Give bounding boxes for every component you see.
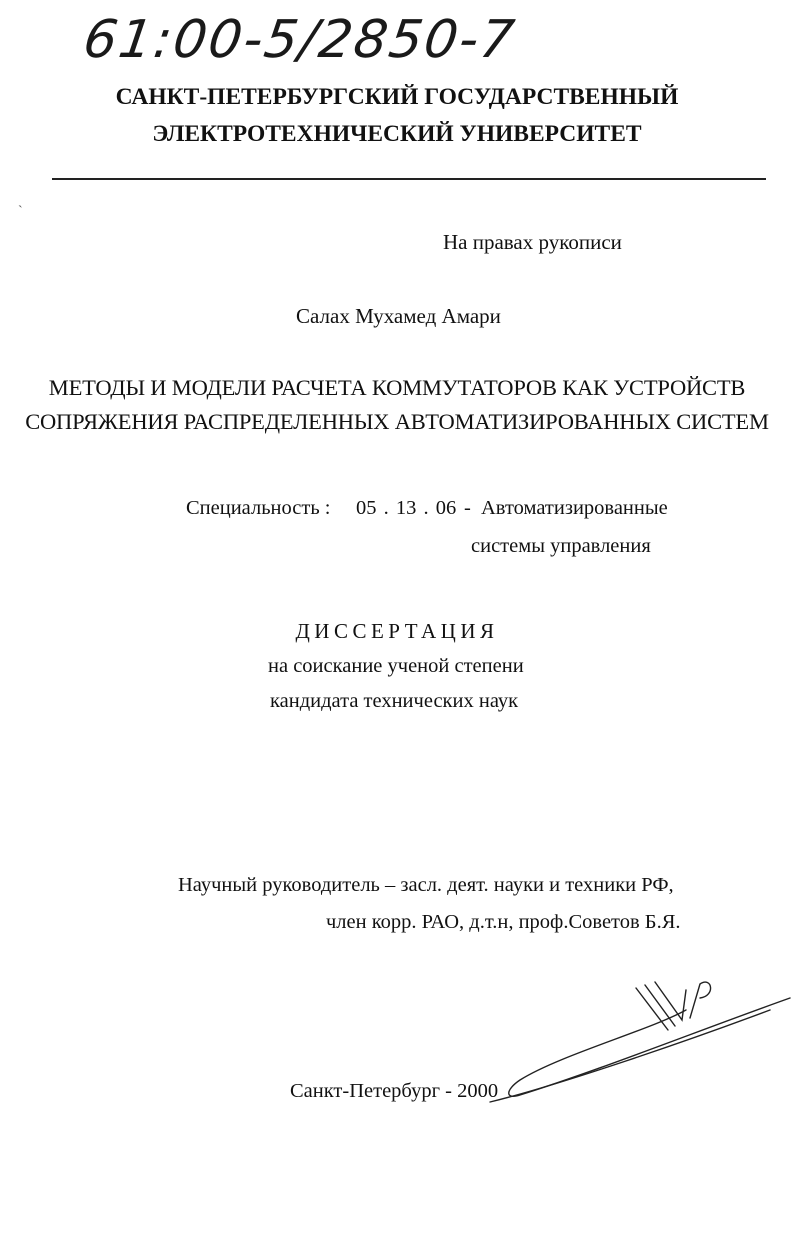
author-name: Салах Мухамед Амари <box>296 304 501 328</box>
thesis-title-line1: МЕТОДЫ И МОДЕЛИ РАСЧЕТА КОММУТАТОРОВ КАК УСТРОЙСТВ <box>48 375 746 400</box>
manuscript-note: На правах рукописи <box>443 230 622 254</box>
degree-line2: кандидата технических наук <box>270 690 519 712</box>
thesis-title-line2: СОПРЯЖЕНИЯ РАСПРЕДЕЛЕННЫХ АВТОМАТИЗИРОВАННЫХ СИСТЕМ <box>25 409 769 434</box>
header-divider <box>52 178 766 180</box>
specialty-name-line2: системы управления <box>471 535 651 557</box>
supervisor-line1: Научный руководитель – засл. деят. науки и техники РФ, <box>178 874 674 896</box>
archive-number-handwritten: 61:00-5/2850-7 <box>79 10 520 70</box>
supervisor-line2: член корр. РАО, д.т.н, проф.Советов Б.Я. <box>326 911 681 933</box>
degree-line1: на соискание ученой степени <box>268 655 524 677</box>
scan-mark: ˋ <box>18 204 23 219</box>
university-name-line2: ЭЛЕКТРОТЕХНИЧЕСКИЙ УНИВЕРСИТЕТ <box>152 121 642 147</box>
specialty-label: Специальность : <box>186 497 331 519</box>
specialty-code: 05 . 13 . 06 <box>356 497 457 519</box>
city-year: Санкт-Петербург - 2000 <box>290 1080 499 1102</box>
specialty-dash: - <box>464 497 471 519</box>
dissertation-heading: ДИССЕРТАЦИЯ <box>295 619 499 643</box>
university-name-line1: САНКТ-ПЕТЕРБУРГСКИЙ ГОСУДАРСТВЕННЫЙ <box>115 84 679 110</box>
specialty-name-line1: Автоматизированные <box>481 497 668 519</box>
